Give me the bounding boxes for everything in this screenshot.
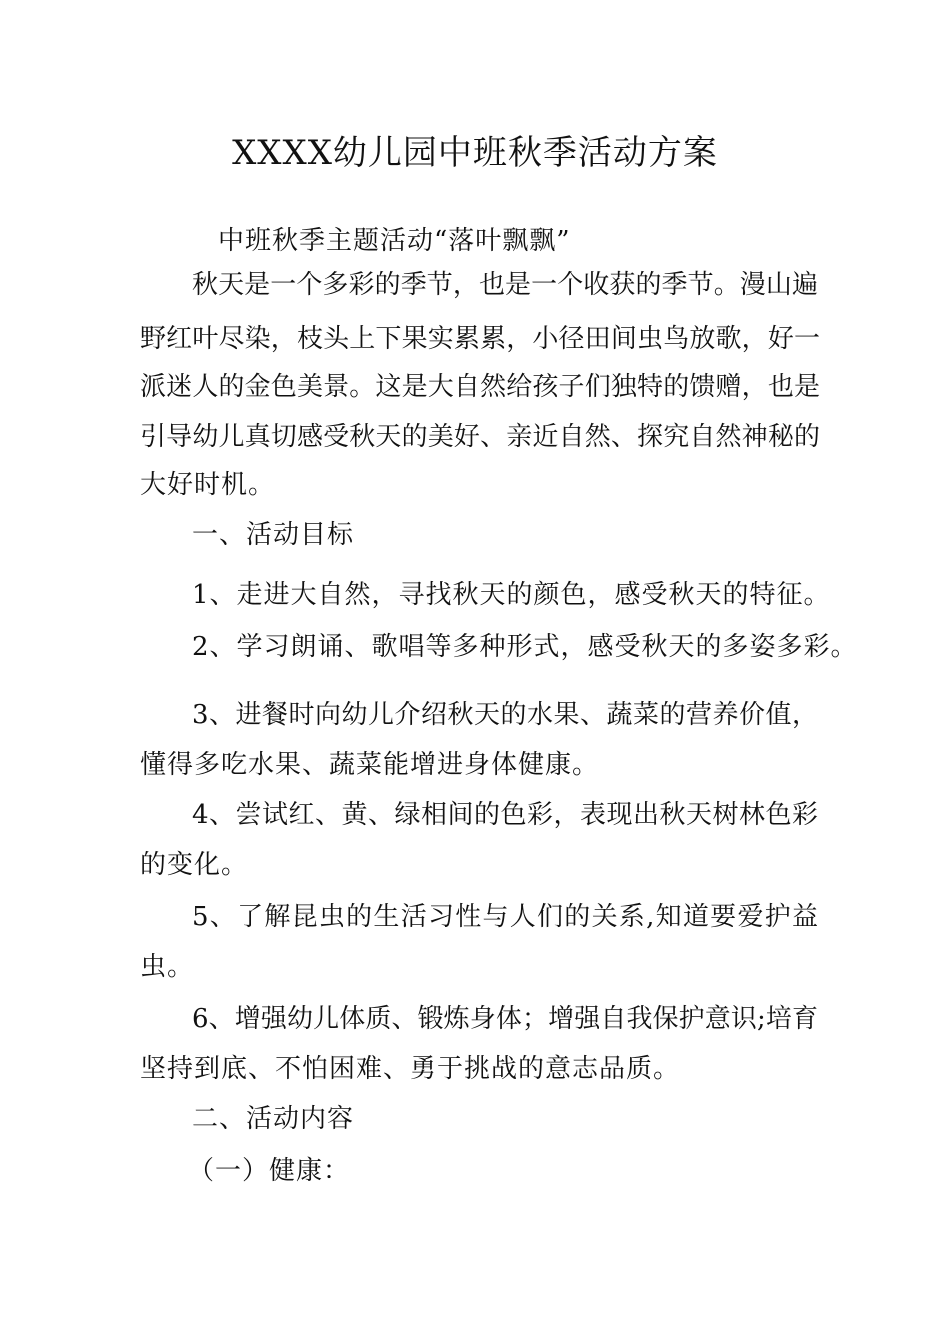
document-subtitle: 中班秋季主题活动“落叶飘飘” — [218, 226, 571, 256]
goal-item-5-cont: 虫。 — [140, 952, 195, 982]
document-title: XXXX幼儿园中班秋季活动方案 — [232, 133, 718, 173]
subsection-heading-health: （一）健康： — [188, 1156, 351, 1186]
intro-line-5: 大好时机。 — [140, 470, 276, 500]
goal-item-3-cont: 懂得多吃水果、蔬菜能增进身体健康。 — [140, 750, 600, 780]
goal-item-4: 4、尝试红、黄、绿相间的色彩，表现出秋天树林色彩 — [192, 800, 818, 830]
goal-item-1: 1、走进大自然，寻找秋天的颜色，感受秋天的特征。 — [192, 580, 831, 610]
goal-item-3: 3、进餐时向幼儿介绍秋天的水果、蔬菜的营养价值， — [192, 700, 818, 730]
section-heading-goals: 一、活动目标 — [192, 520, 355, 550]
goal-item-2: 2、学习朗诵、歌唱等多种形式，感受秋天的多姿多彩。 — [192, 632, 858, 662]
section-heading-content: 二、活动内容 — [192, 1104, 355, 1134]
goal-item-4-cont: 的变化。 — [140, 850, 249, 880]
intro-line-4: 引导幼儿真切感受秋天的美好、亲近自然、探究自然神秘的 — [140, 422, 820, 452]
intro-line-2: 野红叶尽染，枝头上下果实累累，小径田间虫鸟放歌，好一 — [140, 324, 820, 354]
intro-line-1: 秋天是一个多彩的季节，也是一个收获的季节。漫山遍 — [192, 270, 818, 300]
goal-item-6-cont: 坚持到底、不怕困难、勇于挑战的意志品质。 — [140, 1054, 681, 1084]
goal-item-5: 5、了解昆虫的生活习性与人们的关系,知道要爱护益 — [192, 902, 818, 932]
goal-item-6: 6、增强幼儿体质、锻炼身体；增强自我保护意识;培育 — [192, 1004, 818, 1034]
intro-line-3: 派迷人的金色美景。这是大自然给孩子们独特的馈赠，也是 — [140, 372, 820, 402]
